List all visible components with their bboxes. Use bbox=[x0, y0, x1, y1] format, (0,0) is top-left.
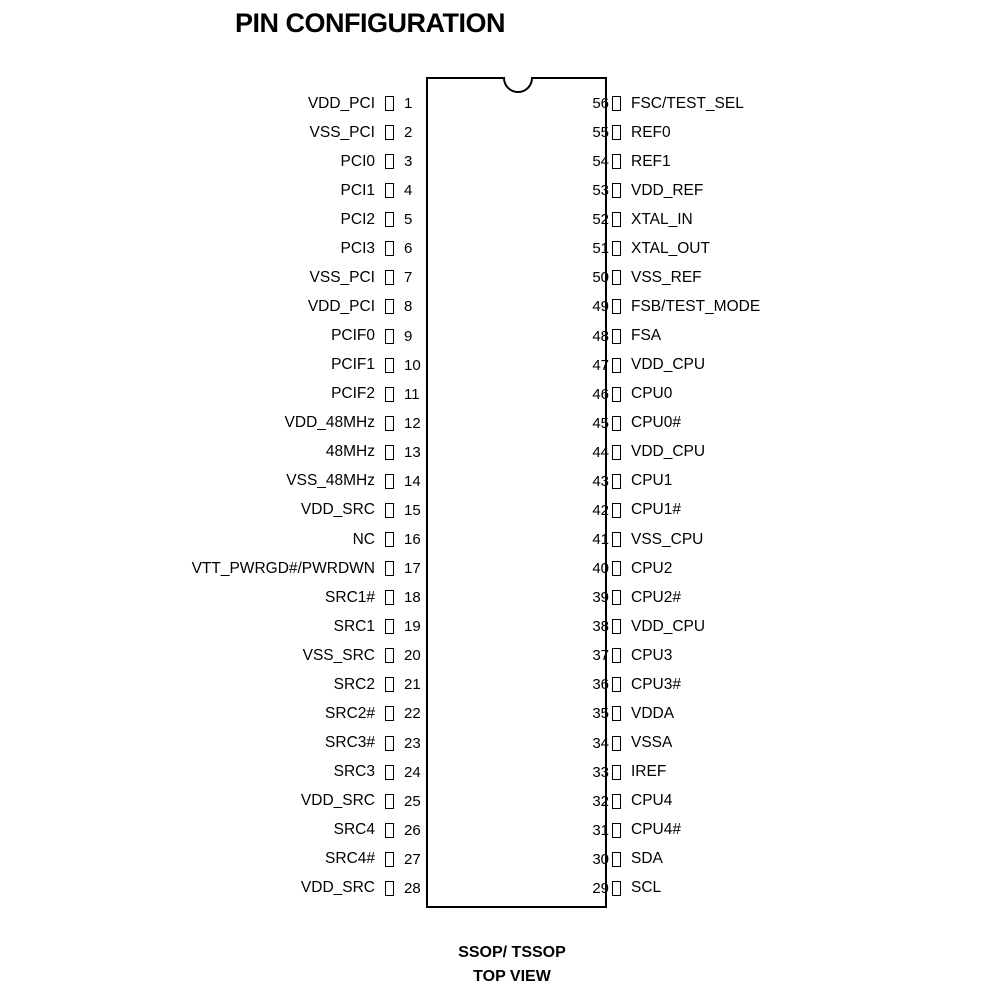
pin-label: VDD_CPU bbox=[631, 356, 706, 374]
right-pin-row bbox=[583, 176, 703, 205]
pin-number: 10 bbox=[404, 356, 421, 374]
pin-label: CPU3# bbox=[631, 675, 681, 693]
pin-number: 11 bbox=[404, 385, 420, 403]
left-pin-row bbox=[0, 583, 430, 612]
pin-label: CPU3 bbox=[631, 646, 673, 664]
pin-label: VDD_REF bbox=[631, 181, 704, 199]
pin-number: 28 bbox=[404, 879, 421, 897]
pin-label: SRC1# bbox=[325, 588, 375, 606]
left-pin-row bbox=[0, 874, 430, 903]
pin-label: REF0 bbox=[631, 123, 671, 141]
pin-number: 9 bbox=[404, 327, 413, 345]
pin-lead bbox=[612, 532, 621, 547]
pin-label: CPU2 bbox=[631, 559, 673, 577]
pin-number: 47 bbox=[592, 356, 609, 374]
pin-number: 21 bbox=[404, 676, 421, 694]
pin-number: 44 bbox=[592, 443, 609, 461]
pin-label: SRC4# bbox=[325, 850, 375, 868]
right-pin-row bbox=[583, 874, 661, 903]
pin-label: SRC2# bbox=[325, 704, 375, 722]
pin-lead bbox=[612, 648, 621, 663]
pin-label: VDD_PCI bbox=[307, 297, 375, 315]
pin-lead bbox=[385, 532, 394, 547]
pin-label: PCI1 bbox=[340, 181, 375, 199]
package-caption bbox=[0, 941, 1000, 989]
pin-number: 14 bbox=[404, 472, 421, 490]
right-pin-row bbox=[583, 322, 661, 351]
pin-label: XTAL_IN bbox=[631, 210, 693, 228]
pin-lead bbox=[612, 445, 621, 460]
pin-number: 26 bbox=[404, 821, 421, 839]
left-pin-row bbox=[0, 525, 430, 554]
pin-number: 39 bbox=[592, 589, 609, 607]
ic-package-body bbox=[426, 77, 607, 908]
diagram-title: PIN CONFIGURATION bbox=[235, 8, 505, 38]
left-pin-row bbox=[0, 612, 430, 641]
pin-label: SRC3 bbox=[333, 763, 375, 781]
pin-label: PCI3 bbox=[340, 239, 375, 257]
pin-label: VDD_SRC bbox=[300, 501, 375, 519]
pin-label: CPU0# bbox=[631, 414, 681, 432]
pin-number: 40 bbox=[592, 560, 609, 578]
pin-number: 8 bbox=[404, 298, 413, 316]
pin-label: NC bbox=[352, 530, 375, 548]
pin-label: VDD_CPU bbox=[631, 617, 706, 635]
pin-lead bbox=[385, 619, 394, 634]
pin-number: 3 bbox=[404, 153, 413, 171]
pin-lead bbox=[612, 765, 621, 780]
pin-lead bbox=[385, 765, 394, 780]
pin-lead bbox=[612, 736, 621, 751]
right-pin-row bbox=[583, 380, 672, 409]
pin-lead bbox=[385, 445, 394, 460]
pin-lead bbox=[385, 154, 394, 169]
pin-lead bbox=[612, 416, 621, 431]
pin-label: SRC1 bbox=[333, 617, 375, 635]
pin-lead bbox=[385, 590, 394, 605]
right-pin-row bbox=[583, 583, 681, 612]
left-pin-row bbox=[0, 147, 430, 176]
right-pin-row bbox=[583, 525, 703, 554]
pin-lead bbox=[612, 590, 621, 605]
right-pin-row bbox=[583, 467, 672, 496]
pin-label: FSB/TEST_MODE bbox=[631, 297, 761, 315]
left-pin-row bbox=[0, 322, 430, 351]
left-pin-row bbox=[0, 758, 430, 787]
pin-label: FSA bbox=[631, 327, 662, 345]
left-pin-row bbox=[0, 496, 430, 525]
pin-number: 5 bbox=[404, 211, 413, 229]
pin-number: 7 bbox=[404, 269, 413, 287]
right-pin-row bbox=[583, 351, 705, 380]
pin-lead bbox=[385, 387, 394, 402]
pin-lead bbox=[385, 706, 394, 721]
package-view: TOP VIEW bbox=[473, 968, 551, 985]
left-pin-row bbox=[0, 176, 430, 205]
ic-outline bbox=[426, 77, 607, 908]
pin-label: CPU1 bbox=[631, 472, 673, 490]
left-pin-row bbox=[0, 380, 430, 409]
pin-label: PCIF2 bbox=[331, 385, 375, 403]
left-pin-row bbox=[0, 263, 430, 292]
pin-lead bbox=[385, 648, 394, 663]
pin-label: SRC3# bbox=[325, 734, 375, 752]
pin-lead bbox=[385, 823, 394, 838]
pin-label: XTAL_OUT bbox=[631, 239, 710, 257]
left-pin-row bbox=[0, 787, 430, 816]
pin-lead bbox=[385, 212, 394, 227]
pin-label: CPU4 bbox=[631, 792, 673, 810]
pin-number: 38 bbox=[592, 618, 609, 636]
left-pin-row bbox=[0, 292, 430, 321]
right-pin-row bbox=[583, 147, 671, 176]
pin-lead bbox=[385, 183, 394, 198]
pin-lead bbox=[385, 96, 394, 111]
right-pin-row bbox=[583, 205, 693, 234]
pin-number: 51 bbox=[592, 240, 609, 258]
pin-lead bbox=[385, 241, 394, 256]
pin-label: SCL bbox=[631, 879, 662, 897]
pin-label: 48MHz bbox=[325, 443, 375, 461]
right-pin-row bbox=[583, 89, 744, 118]
pin-number: 46 bbox=[592, 385, 609, 403]
pin-label: SRC4 bbox=[333, 821, 375, 839]
pin-lead bbox=[612, 881, 621, 896]
pin-number: 24 bbox=[404, 763, 421, 781]
right-pin-row bbox=[583, 816, 681, 845]
pin-number: 32 bbox=[592, 792, 609, 810]
pin-number: 1 bbox=[404, 95, 413, 112]
pin-lead bbox=[612, 619, 621, 634]
left-pin-row bbox=[0, 351, 430, 380]
pin-number: 45 bbox=[592, 414, 609, 432]
pin-number: 12 bbox=[404, 414, 421, 432]
pin-label: CPU0 bbox=[631, 385, 673, 403]
right-pin-row bbox=[583, 612, 705, 641]
left-pin-row bbox=[0, 89, 430, 118]
right-pin-row bbox=[583, 409, 681, 438]
left-pin-row bbox=[0, 438, 430, 467]
pin-lead bbox=[612, 212, 621, 227]
right-pin-row bbox=[583, 438, 705, 467]
right-pin-row bbox=[583, 845, 663, 874]
pin-lead bbox=[385, 125, 394, 140]
pin-label: PCI0 bbox=[340, 152, 375, 170]
left-pin-row bbox=[0, 554, 430, 583]
pin-label: VSSA bbox=[631, 734, 673, 752]
pin-lead bbox=[385, 270, 394, 285]
pin-number: 53 bbox=[592, 182, 609, 200]
pin-label: VSS_CPU bbox=[631, 530, 704, 548]
pin-lead bbox=[612, 96, 621, 111]
pin-number: 6 bbox=[404, 240, 413, 258]
pin-number: 31 bbox=[592, 821, 609, 839]
pin-number: 41 bbox=[592, 531, 609, 549]
pin-label: VSS_PCI bbox=[309, 268, 375, 286]
left-pin-row bbox=[0, 234, 430, 263]
right-pin-row bbox=[583, 641, 672, 670]
right-pin-row bbox=[583, 496, 681, 525]
pin-label: VSS_REF bbox=[631, 268, 702, 286]
pin-label: CPU4# bbox=[631, 821, 681, 839]
right-pin-row bbox=[583, 554, 672, 583]
pin-lead bbox=[612, 358, 621, 373]
right-pin-row bbox=[583, 234, 710, 263]
pin-lead bbox=[612, 270, 621, 285]
pin-number: 17 bbox=[404, 560, 421, 578]
pin-number: 49 bbox=[592, 298, 609, 316]
right-pin-row bbox=[583, 292, 760, 321]
left-pin-row bbox=[0, 641, 430, 670]
pin-lead bbox=[612, 299, 621, 314]
pin-lead bbox=[612, 852, 621, 867]
pin-lead bbox=[385, 503, 394, 518]
right-pin-row bbox=[583, 787, 672, 816]
pin-label: PCI2 bbox=[340, 210, 375, 228]
pin-number: 4 bbox=[404, 182, 413, 200]
pin-label: VTT_PWRGD#/PWRDWN bbox=[191, 559, 375, 577]
right-pin-row bbox=[583, 699, 674, 728]
left-pin-row bbox=[0, 467, 430, 496]
pin-lead bbox=[612, 503, 621, 518]
left-pin-row bbox=[0, 845, 430, 874]
pin-number: 50 bbox=[592, 269, 609, 287]
pin-lead bbox=[612, 474, 621, 489]
pin-number: 33 bbox=[592, 763, 609, 781]
pin-lead bbox=[385, 329, 394, 344]
pin-number: 37 bbox=[592, 647, 609, 665]
pin-label: VDD_SRC bbox=[300, 879, 375, 897]
pin-number: 43 bbox=[592, 472, 609, 490]
pin-lead bbox=[612, 241, 621, 256]
pin-number: 55 bbox=[592, 124, 609, 142]
pin-number: 23 bbox=[404, 734, 421, 752]
pin-number: 19 bbox=[404, 618, 421, 636]
left-pin-row bbox=[0, 118, 430, 147]
pin-lead bbox=[385, 794, 394, 809]
left-pin-row bbox=[0, 699, 430, 728]
pin-label: VSS_48MHz bbox=[286, 472, 375, 490]
pin-lead bbox=[612, 561, 621, 576]
left-pin-row bbox=[0, 205, 430, 234]
left-pin-row bbox=[0, 409, 430, 438]
right-pin-row bbox=[583, 758, 666, 787]
pin-number: 42 bbox=[592, 501, 609, 519]
pin-label: SRC2 bbox=[333, 675, 375, 693]
pin-label: VDD_SRC bbox=[300, 792, 375, 810]
pin-number: 15 bbox=[404, 501, 421, 519]
pin-lead bbox=[612, 183, 621, 198]
pin-label: CPU1# bbox=[631, 501, 681, 519]
pin-label: VSS_PCI bbox=[309, 123, 375, 141]
pin-number: 27 bbox=[404, 850, 421, 868]
pin-lead bbox=[385, 474, 394, 489]
left-pin-row bbox=[0, 670, 430, 699]
pin-number: 54 bbox=[592, 153, 609, 171]
pin-lead bbox=[385, 299, 394, 314]
pin-number: 16 bbox=[404, 531, 421, 549]
pin-lead bbox=[385, 677, 394, 692]
pin-lead bbox=[612, 794, 621, 809]
left-pin-row bbox=[0, 729, 430, 758]
pin-lead bbox=[385, 416, 394, 431]
package-type: SSOP/ TSSOP bbox=[458, 944, 566, 961]
pin-number: 20 bbox=[404, 647, 421, 665]
pin-number: 30 bbox=[592, 850, 609, 868]
pin-number: 22 bbox=[404, 705, 421, 723]
pin-lead bbox=[385, 561, 394, 576]
right-pin-row bbox=[583, 263, 702, 292]
pin-label: PCIF1 bbox=[331, 356, 375, 374]
pin-label: VDD_48MHz bbox=[284, 414, 375, 432]
pin-lead bbox=[385, 736, 394, 751]
pin-lead bbox=[385, 852, 394, 867]
pin-label: SDA bbox=[631, 850, 663, 868]
pin-label: VDD_CPU bbox=[631, 443, 706, 461]
right-pin-row bbox=[583, 670, 681, 699]
pin-label: CPU2# bbox=[631, 588, 681, 606]
pin-label: VDDA bbox=[631, 704, 675, 722]
pin-number: 25 bbox=[404, 792, 421, 810]
pin-lead bbox=[385, 881, 394, 896]
pin-number: 13 bbox=[404, 443, 421, 461]
pin-lead bbox=[612, 823, 621, 838]
pin-label: VDD_PCI bbox=[307, 94, 375, 112]
pin-lead bbox=[612, 677, 621, 692]
right-pin-row bbox=[583, 118, 671, 147]
pin-number: 2 bbox=[404, 124, 413, 142]
pin-number: 29 bbox=[592, 879, 609, 897]
pin-number: 52 bbox=[592, 211, 609, 229]
pin-label: PCIF0 bbox=[331, 327, 375, 345]
pin-lead bbox=[385, 358, 394, 373]
pin-label: VSS_SRC bbox=[302, 646, 375, 664]
pin-lead bbox=[612, 329, 621, 344]
pin-lead bbox=[612, 154, 621, 169]
pin-number: 34 bbox=[592, 734, 609, 752]
pin-lead bbox=[612, 387, 621, 402]
pin-number: 35 bbox=[592, 705, 609, 723]
pin-lead bbox=[612, 125, 621, 140]
pin-label: REF1 bbox=[631, 152, 671, 170]
right-pin-row bbox=[583, 729, 672, 758]
pin-number: 56 bbox=[592, 95, 609, 112]
pin-label: FSC/TEST_SEL bbox=[631, 94, 744, 112]
pin-lead bbox=[612, 706, 621, 721]
left-pin-row bbox=[0, 816, 430, 845]
pin-label: IREF bbox=[631, 763, 667, 781]
pin-number: 36 bbox=[592, 676, 609, 694]
pin-number: 48 bbox=[592, 327, 609, 345]
pin-number: 18 bbox=[404, 589, 421, 607]
